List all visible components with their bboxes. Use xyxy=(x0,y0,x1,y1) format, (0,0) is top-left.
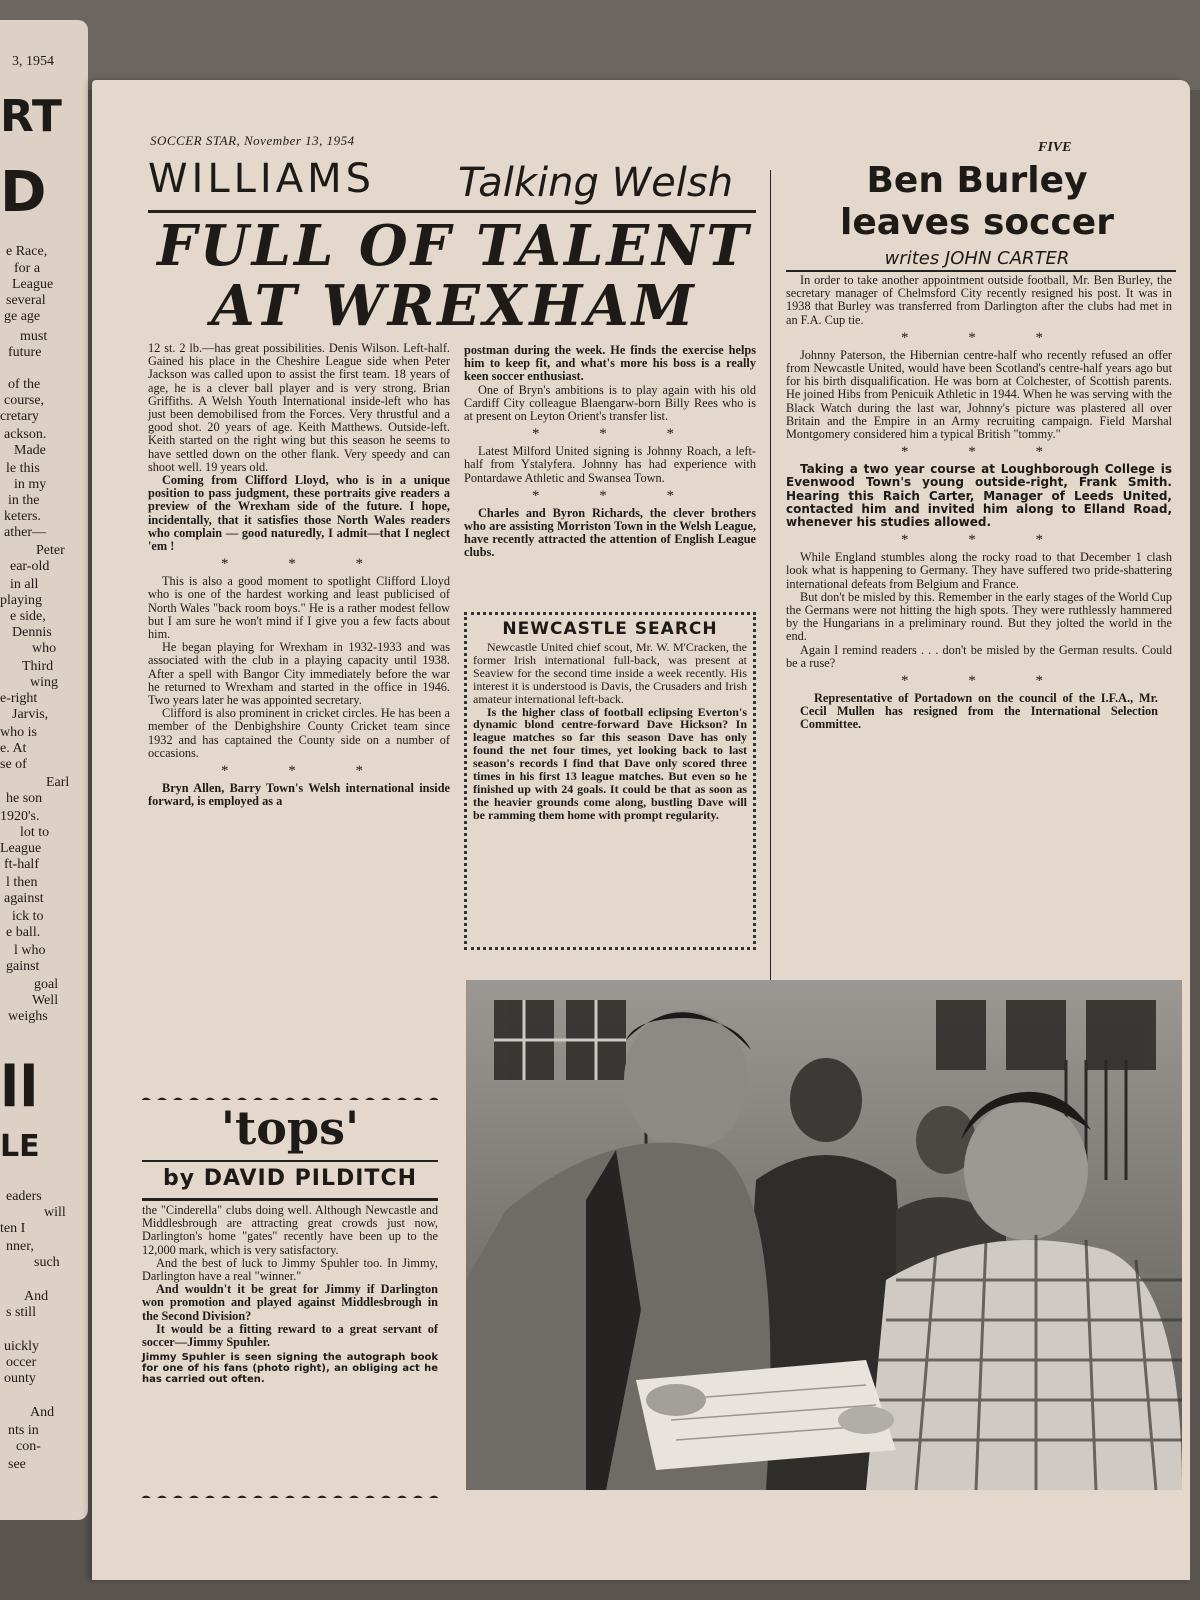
facing-page-fragment: eaders xyxy=(6,1189,42,1204)
facing-page-fragment: keters. xyxy=(4,509,41,524)
facing-page-fragment: Jarvis, xyxy=(12,707,49,722)
tops-title: 'tops' xyxy=(220,1101,360,1155)
col1-para: Clifford is also prominent in cricket circles. He has been a member of the Denbighshire County Cricket team since 1932 and has captained the County side on a number of occasions. xyxy=(148,706,450,760)
separator-stars: * * * xyxy=(901,673,1071,690)
facing-page-fragment: And xyxy=(30,1405,55,1420)
facing-page-fragment: in my xyxy=(14,477,47,492)
facing-page-fragment: nts in xyxy=(8,1423,39,1438)
facing-page-fragment: le this xyxy=(6,461,40,476)
facing-page-fragment: con- xyxy=(16,1439,41,1454)
burley-headline-2: leaves soccer xyxy=(840,202,1114,243)
separator-stars: * * * xyxy=(221,556,391,573)
box-para: Is the higher class of football eclipsing Everton's dynamic blond centre-forward Dave Hickson? In league matches so far this season Dave has only found the net four times, yet looking back to last season's records I find that Dave only scored three times in his first 13 league matches. But even so he finished up with 24 goals. It could be that as soon as the heavier grounds come along, bustling Dave will be ramming them home with prompt regularity. xyxy=(473,704,747,822)
headline-line-2: AT WREXHAM xyxy=(211,273,697,339)
facing-page-fragment: in all xyxy=(10,577,39,592)
facing-page-fragment: League xyxy=(12,277,54,292)
facing-page-fragment: 3, 1954 xyxy=(12,54,54,69)
facing-page-fragment: ick to xyxy=(12,909,44,924)
col2-para: Latest Milford United signing is Johnny Roach, a left-half from Ystalyfera. Johnny has had experience with Pontardawe Athletic and Swansea Town. xyxy=(464,444,756,485)
facing-page-fragment: Made xyxy=(14,443,46,458)
facing-page-fragment: gainst xyxy=(6,959,40,974)
burley-para: Representative of Portadown on the council of the I.F.A., Mr. Cecil Mullen has resigned from the International Selection Committee. xyxy=(800,691,1158,732)
page-number: FIVE xyxy=(1038,140,1072,155)
facing-page-fragment: goal xyxy=(34,977,59,992)
tops-byline: by DAVID PILDITCH xyxy=(162,1166,417,1191)
separator-stars: * * * xyxy=(901,532,1071,549)
newspaper-page xyxy=(92,80,1190,1580)
facing-page xyxy=(0,20,88,1520)
facing-page-fragment: he son xyxy=(6,791,43,806)
facing-page-fragment: l then xyxy=(6,875,38,890)
facing-page-fragment: who xyxy=(32,641,57,656)
facing-page-fragment: playing xyxy=(0,593,42,608)
burley-column xyxy=(786,274,1172,732)
facing-page-fragment: wing xyxy=(30,675,58,690)
masthead: SOCCER STAR, November 13, 1954 xyxy=(150,133,355,148)
facing-page-fragment: several xyxy=(6,293,46,308)
col1-para: This is also a good moment to spotlight Clifford Lloyd who is one of the hardest working and least publicised of North Wales "back room boys." He is a rather modest fellow but I am sure he won't mind if I give you a few facts about him. xyxy=(148,574,450,642)
facing-page-fragment: must xyxy=(20,329,48,344)
facing-page-fragment: ackson. xyxy=(4,427,47,442)
tops-rule xyxy=(142,1160,438,1162)
tops-rule-2 xyxy=(142,1198,438,1201)
col1-para: Coming from Clifford Lloyd, who is in a unique position to pass judgment, these portraits give readers a preview of the Wrexham side of the future. I hope, incidentally, that it satisfies those North Wales readers who complain — good naturedly, I admit—that I neglect 'em ! xyxy=(148,473,450,554)
burley-para: In order to take another appointment outside football, Mr. Ben Burley, the secretary manager of Chelmsford City recently resigned his post. It was in 1938 that Burley was transferred from Darlington after the clubs had met in an F.A. Cup tie. xyxy=(786,273,1172,327)
facing-page-fragment: Peter xyxy=(36,543,65,558)
facing-page-fragment: s still xyxy=(6,1305,36,1320)
wavy-rule-top xyxy=(142,1092,438,1100)
separator-stars: * * * xyxy=(532,487,702,504)
col1-para: He began playing for Wrexham in 1932-1933 and was associated with the club in a playing capacity until 1938. After a spell with Bangor City immediately before the war he returned to Wrexham and started in the office in 1946. Two years later he was appointed secretary. xyxy=(148,640,450,708)
facing-page-fragment: Well xyxy=(32,993,59,1008)
col2-para: Charles and Byron Richards, the clever brothers who are assisting Morriston Town in the Welsh League, have recently attracted the attention of English League clubs. xyxy=(464,505,756,560)
burley-byline: writes JOHN CARTER xyxy=(884,248,1070,269)
tops-column xyxy=(142,1204,438,1385)
facing-page-fragment: future xyxy=(8,345,42,360)
tops-para: the "Cinderella" clubs doing well. Although Newcastle and Middlesbrough are attracting great crowds just now, Darlington's home "gates" recently have been up to the 12,000 mark, which is very satisfactory. xyxy=(142,1203,438,1257)
burley-headline-1: Ben Burley xyxy=(866,160,1088,201)
facing-page-fragment: weighs xyxy=(8,1009,48,1024)
burley-headline xyxy=(782,160,1172,244)
facing-page-fragment: ten I xyxy=(0,1221,26,1236)
headline xyxy=(148,213,760,339)
facing-page-fragment: se of xyxy=(0,757,27,772)
facing-page-fragment: such xyxy=(34,1255,60,1270)
facing-page-fragment: e ball. xyxy=(6,925,41,940)
tops-para: And the best of luck to Jimmy Spuhler too. In Jimmy, Darlington have a real "winner." xyxy=(142,1255,438,1284)
facing-page-fragment: ear-old xyxy=(10,559,50,574)
facing-page-fragment: Earl xyxy=(46,775,70,790)
facing-page-fragment: e side, xyxy=(10,609,46,624)
kicker-talking-welsh: Talking Welsh xyxy=(458,160,734,206)
facing-page-fragment: And xyxy=(24,1289,49,1304)
tops-caption: Jimmy Spuhler is seen signing the autograph book for one of his fans (photo right), an obliging act he has carried out often. xyxy=(142,1352,438,1386)
facing-page-fragment: uickly xyxy=(4,1339,39,1354)
wavy-rule-bottom xyxy=(142,1490,438,1498)
facing-page-fragment: League xyxy=(0,841,42,856)
facing-page-fragment: ather— xyxy=(4,525,46,540)
burley-para: Again I remind readers . . . don't be misled by the German results. Could be a ruse? xyxy=(786,642,1172,670)
facing-page-fragment: for a xyxy=(14,261,41,276)
facing-page-fragment: D xyxy=(0,160,47,225)
facing-page-fragment: who is xyxy=(0,725,37,740)
facing-page-fragment: e. At xyxy=(0,741,27,756)
box-title: NEWCASTLE SEARCH xyxy=(502,619,718,639)
kicker-williams: WILLIAMS xyxy=(148,156,375,202)
separator-stars: * * * xyxy=(901,329,1071,346)
facing-page-fragment: lot to xyxy=(20,825,50,840)
headline-line-1: FULL OF TALENT xyxy=(157,213,751,279)
facing-page-fragment: nner, xyxy=(6,1239,34,1254)
burley-para: While England stumbles along the rocky road to that December 1 clash look what is happening to Germany. They have suffered two pride-shattering international defeats from Belgium and France. xyxy=(786,550,1172,591)
facing-page-fragment: occer xyxy=(6,1355,37,1370)
tops-para: It would be a fitting reward to a great servant of soccer—Jimmy Spuhler. xyxy=(142,1321,438,1350)
article-column-1 xyxy=(148,342,450,809)
article-column-2 xyxy=(464,344,756,560)
col2-para: postman during the week. He finds the exercise helps him to keep fit, and what's more his boss is a really keen soccer enthusiast. xyxy=(464,343,756,384)
facing-page-fragment: 1920's. xyxy=(0,809,40,824)
box-para: Newcastle United chief scout, Mr. W. M'Cracken, the former Irish international full-back, was present at Seaview for the second time inside a week recently. His interest it is understood is Davis, the Crusaders and Irish amateur international left-back. xyxy=(473,640,747,706)
facing-page-fragment: ge age xyxy=(4,309,41,324)
facing-page-fragment: LE xyxy=(0,1129,40,1164)
facing-page-fragment: cretary xyxy=(0,409,39,424)
column-divider xyxy=(770,170,771,1030)
burley-para: Johnny Paterson, the Hibernian centre-half who recently refused an offer from Newcastle United, would have been Scotland's centre-half years ago but for his birth disqualification. He was born at Colchester, of Scottish parents. He joined Hibs from Penicuik Athletic in 1944. When he was serving with the Black Watch during the last war, Johnny's picture was plastered all over Britain and the Empire in an Army recruiting campaign. Field Marshal Montgomery considered him a typical British "tommy." xyxy=(786,347,1172,442)
facing-page-fragment: l who xyxy=(14,943,46,958)
newcastle-search-box xyxy=(464,612,756,950)
facing-page-fragment: of the xyxy=(8,377,41,392)
separator-stars: * * * xyxy=(221,763,391,780)
facing-page-fragment: Dennis xyxy=(12,625,52,640)
facing-page-fragment: in the xyxy=(8,493,40,508)
separator-stars: * * * xyxy=(901,444,1071,461)
facing-page-fragment: ll xyxy=(0,1055,39,1120)
facing-page-fragment: RT xyxy=(0,91,62,142)
facing-page-fragment: ounty xyxy=(4,1371,36,1386)
facing-page-fragment: against xyxy=(4,891,44,906)
tops-para: And wouldn't it be great for Jimmy if Darlington won promotion and played against Middlesbrough in the Second Division? xyxy=(142,1282,438,1323)
facing-page-fragment: Third xyxy=(22,659,54,674)
facing-page-fragment: ft-half xyxy=(4,857,39,872)
col2-para: One of Bryn's ambitions is to play again with his old Cardiff City colleague Blaengarw-born Billy Rees who is at present on Leyton Orient's transfer list. xyxy=(464,382,756,424)
burley-para: Taking a two year course at Loughborough College is Evenwood Town's young outside-right, Frank Smith. Hearing this Raich Carter, Manager of Leeds United, contacted him and invited him along to Elland Road, whenever his studies allowed. xyxy=(786,462,1172,530)
col1-para: 12 st. 2 lb.—has great possibilities. Denis Wilson. Left-half. Gained his place in the Cheshire League side when Peter Jackson was called upon to assist the first team. 18 years of age, he is a clever ball player and is very strong. Brian Griffiths. A Welsh Youth International inside-left who has just been demobilised from the Forces. Very thrustful and a good shot. 20 years of age. Keith Matthews. Outside-left. Keith started on the right wing but this season he seems to have settled down on the other flank. Very speedy and can shoot well. 19 years old. xyxy=(148,341,450,474)
background-top xyxy=(0,0,1200,90)
facing-page-fragment: course, xyxy=(4,393,45,408)
facing-page-fragment: e Race, xyxy=(6,244,48,259)
burley-rule xyxy=(786,270,1176,272)
burley-para: But don't be misled by this. Remember in the early stages of the World Cup the Germans were not hitting the high spots. They were ruthlessly hammered by the Hungarians in a preliminary round. But they jolted the world in the end. xyxy=(786,589,1172,644)
facing-page-fragment: e-right xyxy=(0,691,38,706)
col1-para: Bryn Allen, Barry Town's Welsh international inside forward, is employed as a xyxy=(148,781,450,809)
photo-autograph-signing xyxy=(466,980,1182,1490)
separator-stars: * * * xyxy=(532,426,702,443)
facing-page-fragment: will xyxy=(44,1205,66,1220)
facing-page-fragment: see xyxy=(8,1457,26,1472)
